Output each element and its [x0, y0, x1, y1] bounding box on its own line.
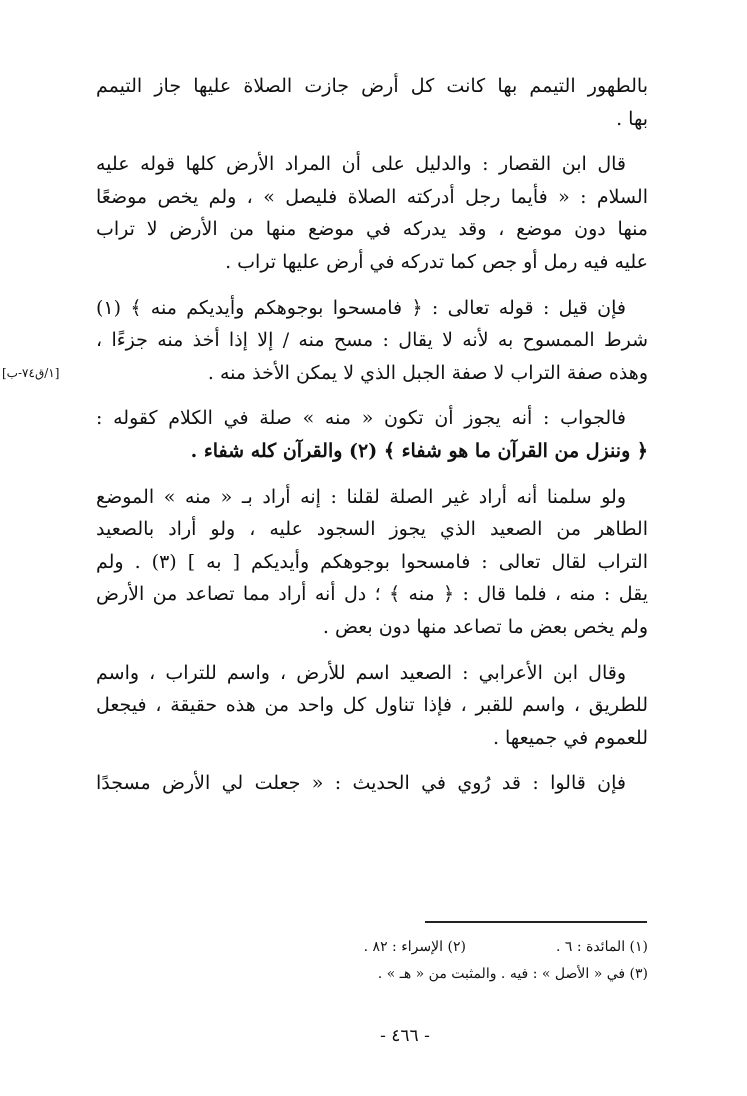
footnote-row	[290, 961, 648, 988]
text-line: ﴿ وننزل من القرآن ما هو شفاء ﴾ (٢) والقرآن كله شفاء .	[190, 439, 648, 462]
text-line: ولم يخص بعض ما تصاعد منها دون بعض .	[322, 615, 648, 638]
paragraph-3	[96, 292, 648, 390]
text-line: السلام : « فأيما رجل أدركته الصلاة فليصل » ، ولم يخص موضعًا	[96, 185, 648, 208]
paragraph-2	[96, 148, 648, 278]
paragraph-4	[96, 402, 648, 467]
paragraph-6	[96, 657, 648, 755]
paragraph-5	[96, 481, 648, 644]
page-number: - ٤٦٦ -	[380, 1026, 430, 1046]
text-line: التراب لقال تعالى : فامسحوا بوجوهكم وأيديكم [ به ] (٣) . ولم	[96, 550, 648, 573]
paragraph-1	[96, 70, 648, 135]
footnote-divider	[425, 921, 647, 923]
main-text	[96, 70, 648, 813]
text-line: بالطهور التيمم بها كانت كل أرض جازت الصلاة عليها جاز التيمم	[96, 75, 648, 97]
text-line: قال ابن القصار : والدليل على أن المراد الأرض كلها قوله عليه	[96, 153, 626, 176]
text-line: فإن قيل : قوله تعالى : ﴿ فامسحوا بوجوهكم وأيديكم منه ﴾ (١)	[96, 296, 626, 319]
text-line: وقال ابن الأعرابي : الصعيد اسم للأرض ، واسم للتراب ، واسم	[96, 661, 626, 684]
text-line: بها .	[616, 107, 648, 130]
footnote-2: (٢) الإسراء : ٨٢ .	[363, 939, 466, 955]
text-line: فإن قالوا : قد رُوي في الحديث : « جعلت لي الأرض مسجدًا	[96, 772, 626, 795]
text-line: عليه فيه رمل أو جص كما تدركه في أرض عليها تراب .	[225, 250, 648, 273]
text-line: منها دون موضع ، وقد يدركه في موضع منها من الأرض لا تراب	[96, 218, 648, 241]
text-line: فالجواب : أنه يجوز أن تكون « منه » صلة في الكلام كقوله :	[96, 407, 626, 430]
footnote-1: (١) المائدة : ٦ .	[555, 939, 648, 955]
footnotes	[290, 934, 648, 988]
text-line: الطاهر من الصعيد الذي يجوز السجود عليه ، ولو أراد بالصعيد	[96, 518, 648, 541]
text-line: وهذه صفة التراب لا صفة الجبل الذي لا يمكن الأخذ منه .	[207, 361, 648, 384]
text-line: شرط الممسوح به لأنه لا يقال : مسح منه / إلا إذا أخذ منه جزءًا ،	[96, 329, 648, 352]
text-line: ولو سلمنا أنه أراد غير الصلة لقلنا : إنه أراد بـ « منه » الموضع	[96, 485, 626, 508]
text-line: للطريق ، واسم للقبر ، فإذا تناول كل واحد من هذه حقيقة ، فيجعل	[96, 694, 648, 717]
footnote-row	[290, 934, 648, 961]
footnote-3: (٣) في « الأصل » : فيه . والمثبت من « هـ » .	[377, 966, 648, 982]
text-line: يقل : منه ، فلما قال : ﴿ منه ﴾ ؛ دل أنه أراد مما تصاعد من الأرض	[96, 583, 648, 606]
margin-folio-note: [١/ق٧٤-ب]	[2, 366, 60, 380]
text-line: للعموم في جميعها .	[492, 726, 648, 749]
paragraph-7	[96, 767, 648, 800]
